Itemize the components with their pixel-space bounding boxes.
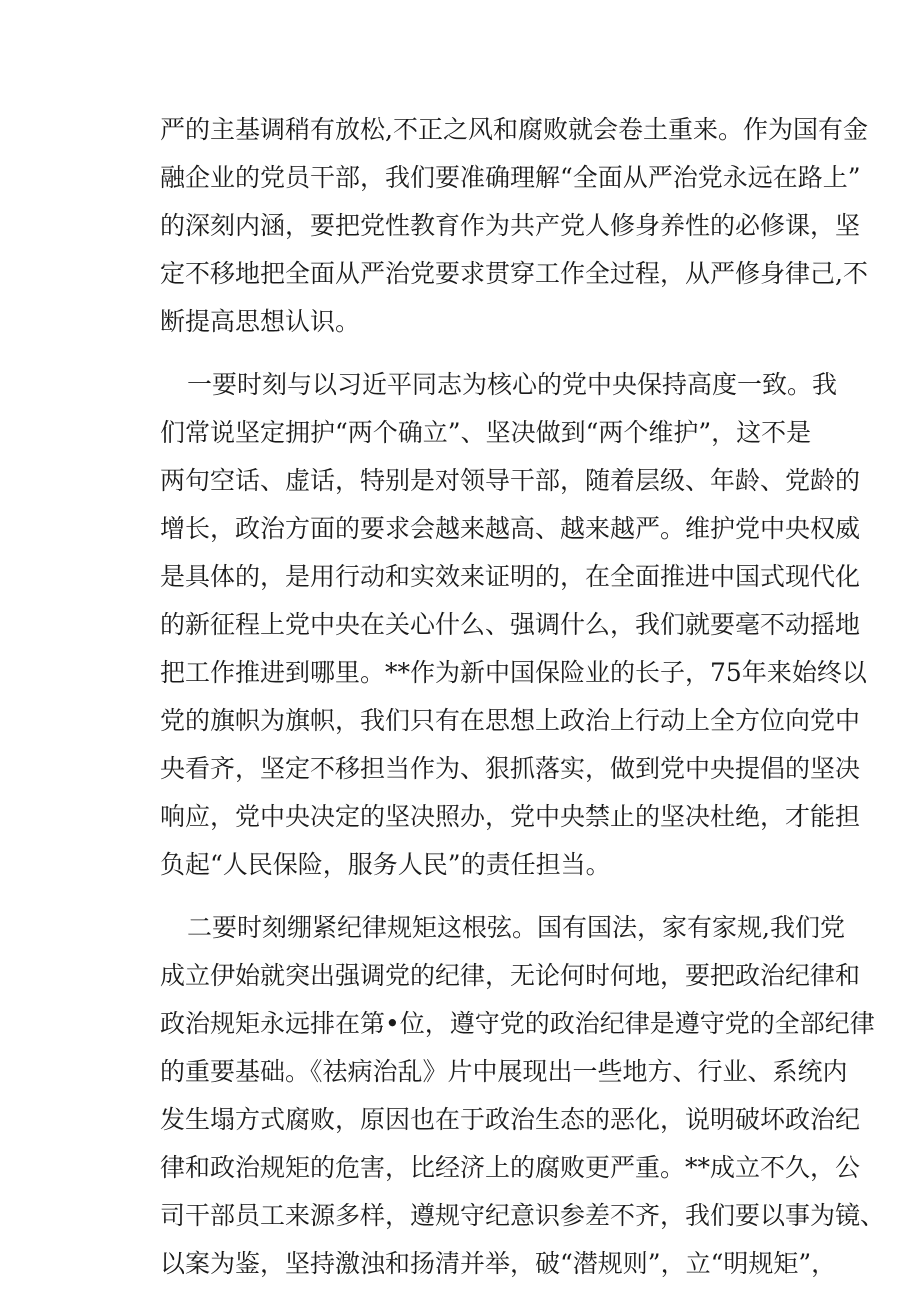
paragraph-gap: [160, 889, 800, 904]
text-line: 把工作推进到哪里。**作为新中国保险业的长子，75年来始终以: [160, 658, 867, 687]
text-line: 律和政治规矩的危害，比经济上的腐败更严重。**成立不久，公: [160, 1153, 861, 1182]
text-line: 严的主基调稍有放松,不正之风和腐败就会卷土重来。作为国有金: [160, 115, 868, 144]
paragraph-gap: [160, 346, 800, 361]
text-line: 党的旗帜为旗帜，我们只有在思想上政治上行动上全方位向党中: [160, 706, 861, 735]
text-line: 是具体的，是用行动和实效来证明的，在全面推进中国式现代化: [160, 562, 861, 591]
text-line: 以案为鉴，坚持激浊和扬清并举，破“潜规则”，立“明规矩”，: [160, 1249, 837, 1278]
text-line: 断提高思想认识。: [160, 307, 361, 336]
paragraph-3: [160, 904, 886, 1288]
text-line: 定不移地把全面从严治党要求贯穿工作全过程，从严修身律己,不: [160, 259, 868, 288]
text-line: 增长，政治方面的要求会越来越高、越来越严。维护党中央权威: [160, 514, 861, 543]
text-line: 一要时刻与以习近平同志为核心的党中央保持高度一致。我: [187, 370, 838, 399]
text-line: 成立伊始就突出强调党的纪律，无论何时何地，要把政治纪律和: [160, 961, 861, 990]
text-line: 们常说坚定拥护“两个确立”、坚决做到“两个维护”，这不是: [160, 418, 812, 447]
text-line: 二要时刻绷紧纪律规矩这根弦。国有国法，家有家规,我们党: [187, 913, 845, 942]
text-line: 政治规矩永远排在第•位，遵守党的政治纪律是遵守党的全部纪律: [160, 1009, 875, 1038]
text-line: 响应，党中央决定的坚决照办，党中央禁止的坚决杜绝，才能担: [160, 802, 861, 831]
paragraph-2: [160, 361, 867, 889]
body-text: [160, 106, 886, 1288]
text-line: 负起“人民保险，服务人民”的责任担当。: [160, 850, 611, 879]
text-line: 两句空话、虚话，特别是对领导干部，随着层级、年龄、党龄的: [160, 466, 861, 495]
text-line: 发生塌方式腐败，原因也在于政治生态的恶化，说明破坏政治纪: [160, 1105, 861, 1134]
text-line: 的新征程上党中央在关心什么、强调什么，我们就要毫不动摇地: [160, 610, 861, 639]
paragraph-1: [160, 106, 868, 346]
text-line: 司干部员工来源多样，遵规守纪意识参差不齐，我们要以事为镜、: [160, 1201, 886, 1230]
text-line: 的重要基础。《祛病治乱》片中展现出一些地方、行业、系统内: [160, 1057, 848, 1086]
text-line: 央看齐，坚定不移担当作为、狠抓落实，做到党中央提倡的坚决: [160, 754, 861, 783]
text-line: 的深刻内涵，要把党性教育作为共产党人修身养性的必修课，坚: [160, 211, 861, 240]
text-line: 融企业的党员干部，我们要准确理解“全面从严治党永远在路上”: [160, 163, 861, 192]
